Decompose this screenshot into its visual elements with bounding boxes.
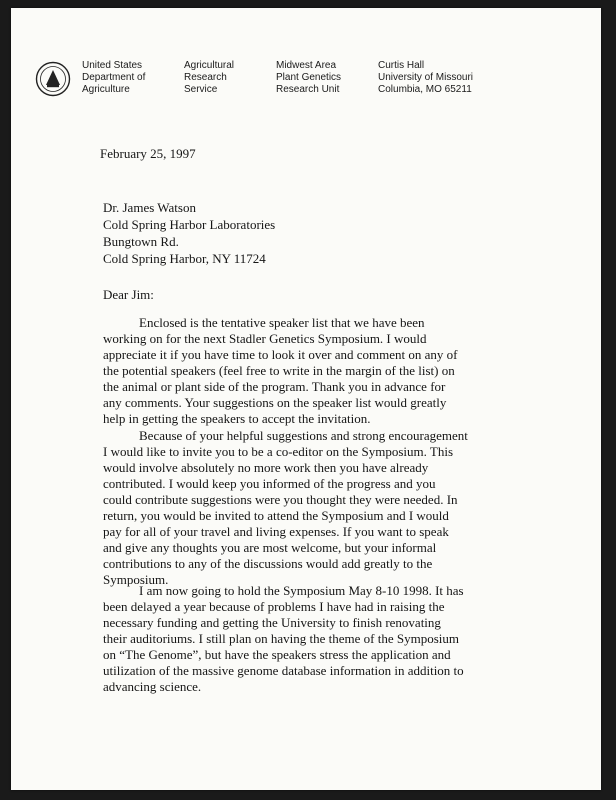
letter-date: February 25, 1997 — [100, 146, 196, 161]
letter-page — [11, 8, 601, 790]
salutation: Dear Jim: — [103, 287, 154, 302]
letterhead-service: Agricultural Research Service — [184, 60, 235, 95]
usda-seal-icon — [35, 61, 71, 97]
letterhead-address: Curtis Hall University of Missouri Columbia, MO 65211 — [378, 60, 474, 95]
recipient-address: Dr. James Watson Cold Spring Harbor Laboratories Bungtown Rd. Cold Spring Harbor, NY 11724 — [103, 200, 276, 266]
letterhead-department: United States Department of Agriculture — [82, 60, 146, 95]
paragraph-1: Enclosed is the tentative speaker list that we have been working on for the next Stadler Genetics Symposium. I would appreciate it if you have time to look it over and comment on any of the potential speakers (feel free to write in the margin of the list) on the animal or plant side of the program. Thank you in advance for any comments. Your suggestions on the speaker list would greatly help in getting the speakers to accept the invitation. — [103, 315, 458, 426]
letterhead-unit: Midwest Area Plant Genetics Research Unit — [276, 60, 342, 95]
paragraph-2: Because of your helpful suggestions and strong encouragement I would like to invite you to be a co-editor on the Symposium. This would involve absolutely no more work then you have already contributed. I would keep you informed of the progress and you could contribute suggestions were you thought they were needed. In return, you would be invited to attend the Symposium and I would pay for all of your travel and living expenses. If you want to speak and give any thoughts you are most welcome, but your informal contributions to any of the discussions would add greatly to the Symposium. — [103, 428, 468, 587]
paragraph-3: I am now going to hold the Symposium May 8-10 1998. It has been delayed a year because of problems I have had in raising the necessary funding and getting the University to finish renovating their auditoriums. I still plan on having the theme of the Symposium on “The Genome”, but have the speakers stress the application and utilization of the massive genome database information in addition to advancing science. — [103, 583, 464, 694]
